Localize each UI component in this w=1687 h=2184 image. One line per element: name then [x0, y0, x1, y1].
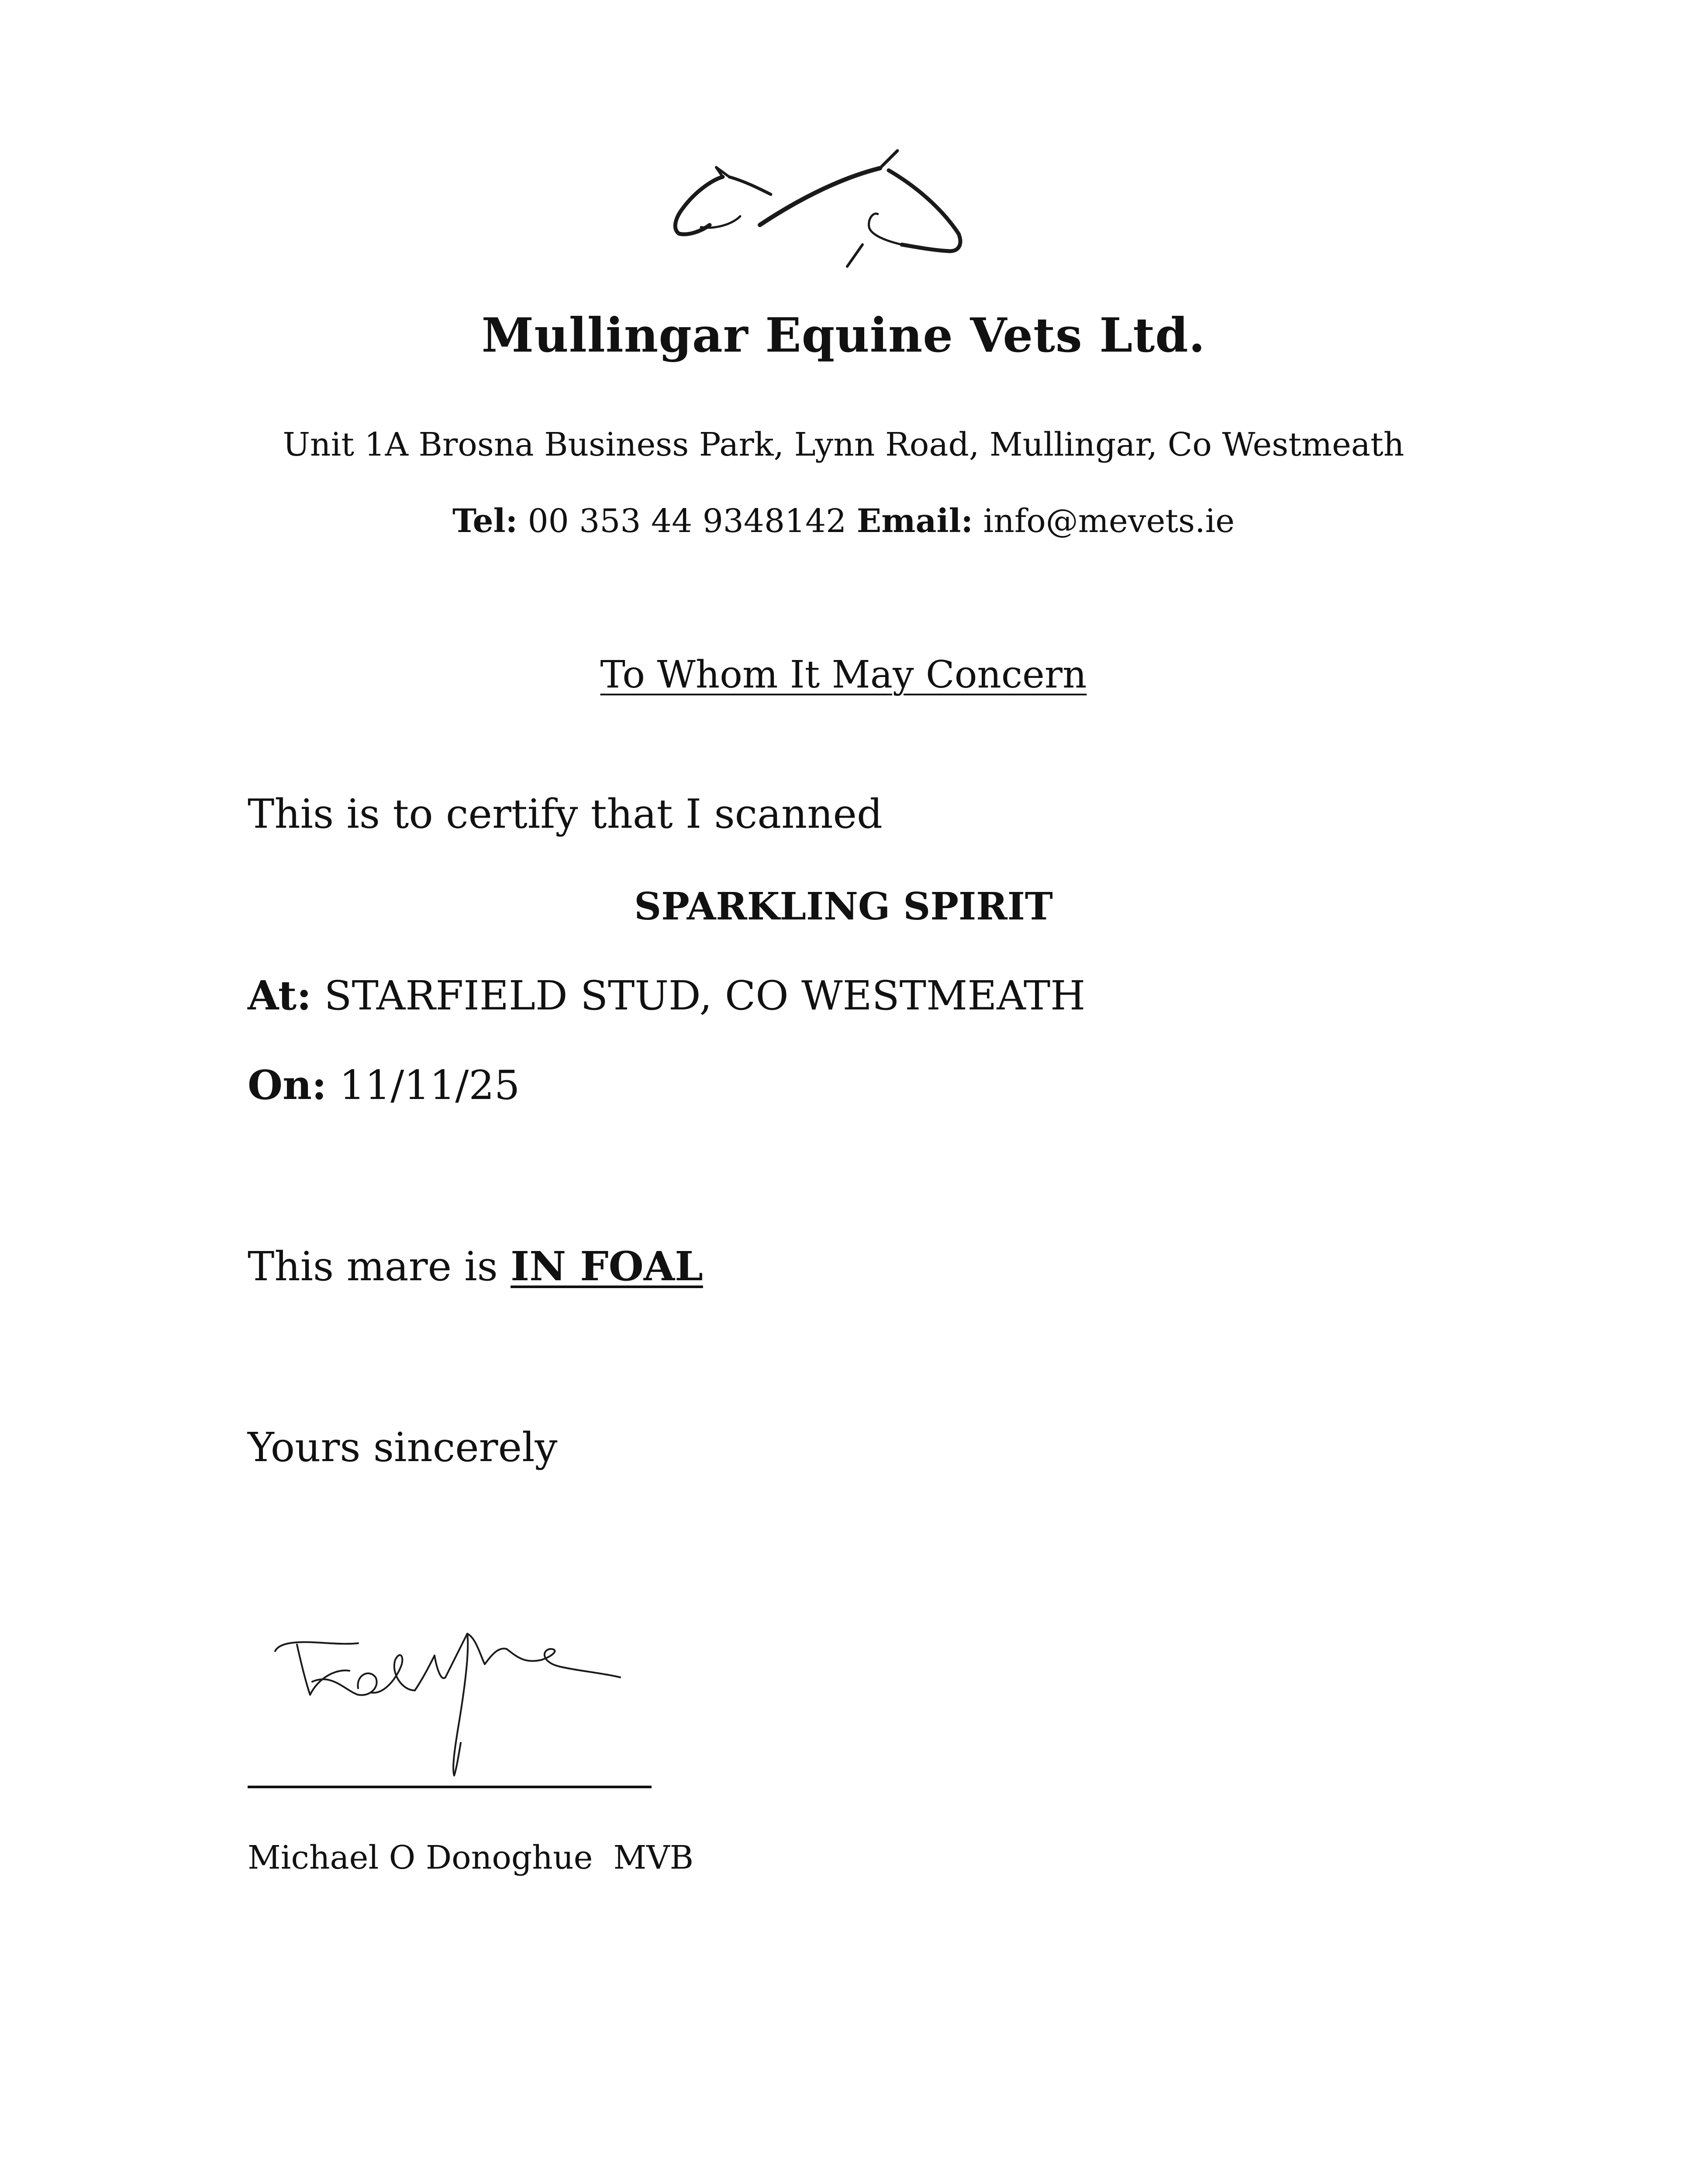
company-name: Mullingar Equine Vets Ltd.: [481, 308, 1206, 363]
horse-name: SPARKLING SPIRIT: [634, 885, 1053, 929]
status-prefix: This mare is: [248, 1243, 498, 1290]
signatory-name: Michael O Donoghue MVB: [248, 1839, 694, 1876]
salutation: [0, 653, 1687, 697]
on-label: On:: [248, 1061, 327, 1109]
signature-line: [248, 1786, 652, 1788]
email-label: Email:: [856, 502, 973, 540]
certify-text: This is to certify that I scanned: [248, 791, 883, 837]
date-line: [248, 1061, 520, 1109]
location-line: [248, 972, 1085, 1019]
location-value: STARFIELD STUD, CO WESTMEATH: [324, 972, 1086, 1019]
company-address: Unit 1A Brosna Business Park, Lynn Road, Mullingar, Co Westmeath: [283, 426, 1404, 463]
closing: Yours sincerely: [248, 1424, 558, 1471]
tel-label: Tel:: [452, 502, 518, 540]
horse-heads-logo-icon: [670, 146, 972, 273]
salutation-text: To Whom It May Concern: [600, 653, 1087, 697]
status-line: [248, 1243, 703, 1290]
at-label: At:: [248, 972, 312, 1019]
contact-line: [0, 502, 1687, 540]
email-address: info@mevets.ie: [983, 502, 1235, 540]
tel-number: 00 353 44 9348142: [528, 502, 847, 540]
date-value: 11/11/25: [339, 1062, 520, 1109]
handwritten-signature: [271, 1625, 629, 1782]
pregnancy-status: IN FOAL: [511, 1243, 703, 1290]
